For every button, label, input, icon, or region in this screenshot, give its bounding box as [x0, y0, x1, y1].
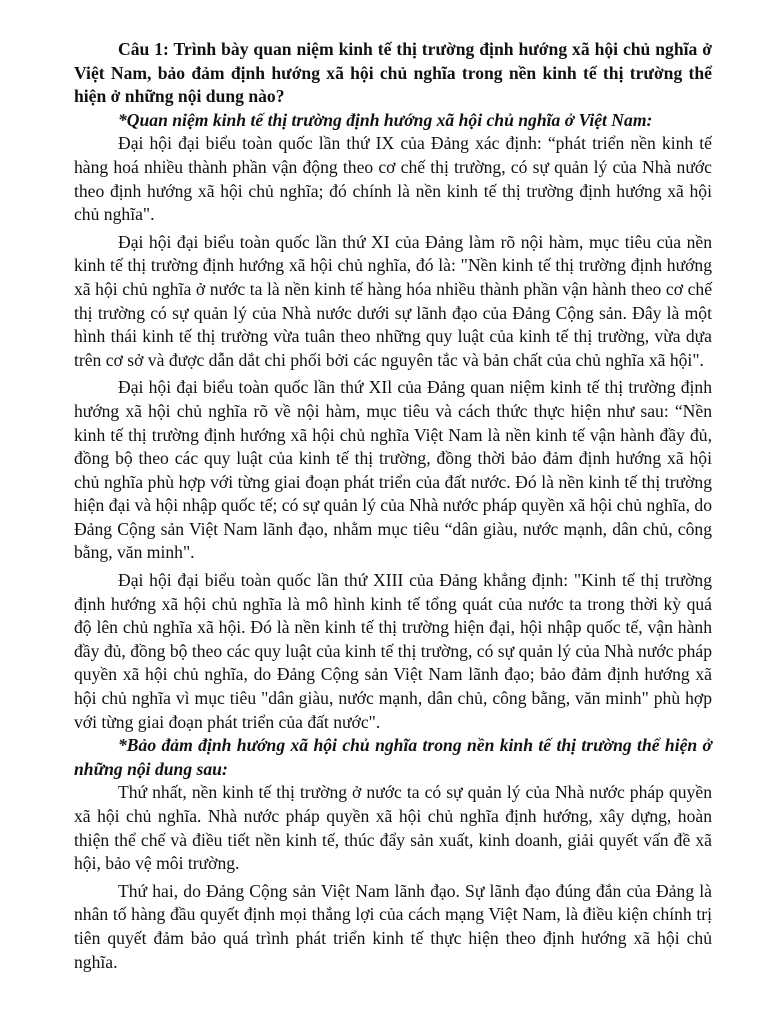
paragraph-second-point: Thứ hai, do Đảng Cộng sản Việt Nam lãnh đạo. Sự lãnh đạo đúng đắn của Đảng là nhân tố hàng đầu quyết định mọi thắng lợi của cách mạng Việt Nam, là điều kiện chính trị tiên quyết đảm bảo quá trình phát triển kinh tế thực hiện theo định hướng xã hội chủ nghĩa. [74, 880, 712, 972]
paragraph-congress-xi: Đại hội đại biểu toàn quốc lần thứ XI của Đảng làm rõ nội hàm, mục tiêu của nền kinh tế thị trường định hướng xã hội chủ nghĩa, đó là: "Nền kinh tế thị trường định hướng xã hội chủ nghĩa ở nước ta là nền kinh tế hàng hóa nhiều thành phần vận hành theo cơ chế thị trường có sự quản lý của Nhà nước dưới sự lãnh đạo của Đảng Cộng sản. Đây là một hình thái kinh tế thị trường vừa tuân theo những quy luật của kinh tế thị trường, vừa dựa trên cơ sở và được dẫn dắt chi phối bởi các nguyên tắc và bản chất của chủ nghĩa xã hội". [74, 231, 712, 370]
document-page [74, 38, 712, 974]
paragraph-congress-xiii: Đại hội đại biểu toàn quốc lần thứ XIII của Đảng khẳng định: "Kinh tế thị trường định hướng xã hội chủ nghĩa là mô hình kinh tế tổng quát của nước ta trong thời kỳ quá độ lên chủ nghĩa xã hội. Đó là nền kinh tế thị trường hiện đại, hội nhập quốc tế, vận hành đầy đủ, đồng bộ theo các quy luật của kinh tế thị trường, có sự quản lý của Nhà nước pháp quyền xã hội chủ nghĩa, do Đảng Cộng sản Việt Nam lãnh đạo; bảo đảm định hướng xã hội chủ nghĩa vì mục tiêu "dân giàu, nước mạnh, dân chủ, công bằng, văn minh" phù hợp với từng giai đoạn phát triển của đất nước". [74, 570, 712, 732]
paragraph-congress-xii: Đại hội đại biểu toàn quốc lần thứ XIl của Đảng quan niệm kinh tế thị trường định hướng xã hội chủ nghĩa rõ về nội hàm, mục tiêu và cách thức thực hiện như sau: “Nền kinh tế thị trường định hướng xã hội chủ nghĩa Việt Nam là nền kinh tế vận hành đầy đủ, đồng bộ theo các quy luật của kinh tế thị trường, đồng thời bảo đảm định hướng xã hội chủ nghĩa phù hợp với từng giai đoạn phát triển của đất nước. Đó là nền kinh tế thị trường hiện đại và hội nhập quốc tế; có sự quản lý của Nhà nước pháp quyền xã hội chủ nghĩa, do Đảng Cộng sản Việt Nam lãnh đạo, nhằm mục tiêu “dân giàu, nước mạnh, dân chủ, công bằng, văn minh". [74, 377, 712, 563]
section-heading-concept: *Quan niệm kinh tế thị trường định hướng xã hội chủ nghĩa ở Việt Nam: [118, 109, 653, 130]
section-heading-guarantee: *Bảo đảm định hướng xã hội chủ nghĩa trong nền kinh tế thị trường thể hiện ở những nội dung sau: [74, 735, 712, 779]
question-title: Câu 1: Trình bày quan niệm kinh tế thị trường định hướng xã hội chủ nghĩa ở Việt Nam, bảo đảm định hướng xã hội chủ nghĩa trong nền kinh tế thị trường thể hiện ở những nội dung nào? [74, 39, 712, 107]
paragraph-first-point: Thứ nhất, nền kinh tế thị trường ở nước ta có sự quản lý của Nhà nước pháp quyền xã hội chủ nghĩa. Nhà nước pháp quyền xã hội chủ nghĩa định hướng, xây dựng, hoàn thiện thể chế và điều tiết nền kinh tế, thúc đẩy sản xuất, kinh doanh, giải quyết vấn đề xã hội, bảo vệ môi trường. [74, 782, 712, 874]
paragraph-congress-ix: Đại hội đại biểu toàn quốc lần thứ IX của Đảng xác định: “phát triển nền kinh tế hàng hoá nhiều thành phần vận động theo cơ chế thị trường, có sự quản lý của Nhà nước theo định hướng xã hội chủ nghĩa; đó chính là nền kinh tế thị trường định hướng xã hội chủ nghĩa". [74, 133, 712, 225]
